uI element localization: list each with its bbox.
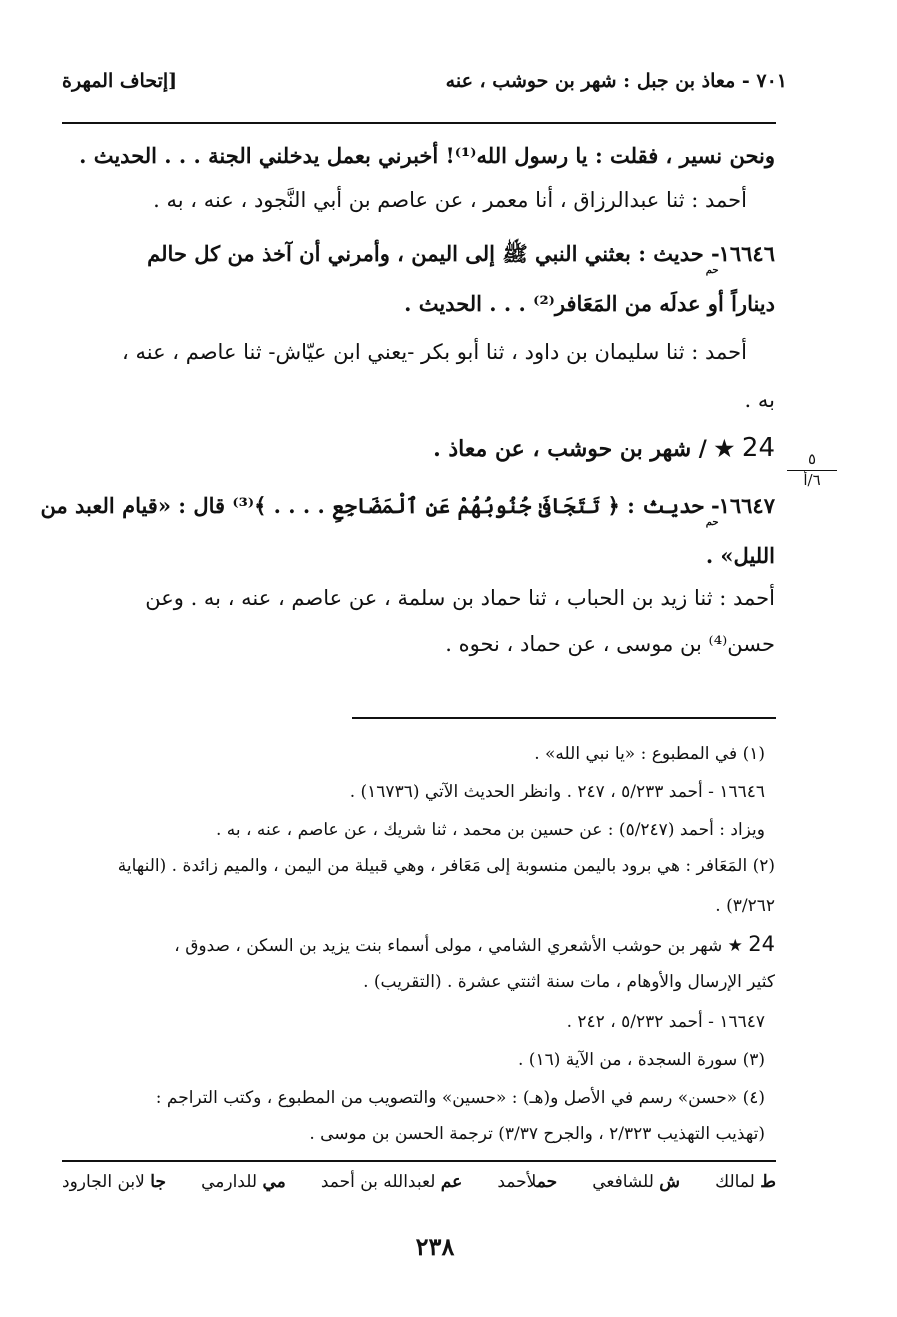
isnad-line: حسن⁽⁴⁾ بن موسى ، عن حماد ، نحوه . [445,632,775,656]
source-mark: حم [705,265,719,276]
hadith-16646-line2: ديناراً أو عدلَه من المَعَافر⁽²⁾ . . . الحديث . [404,291,775,316]
hadith-number: ١٦٦٤٦ [718,241,775,266]
footnote-1-ref: ١٦٦٤٦ - أحمد ٥/٢٣٣ ، ٢٤٧ . وانظر الحديث الآتي (١٦٧٣٦) . [349,782,765,802]
abbrev-item: ش للشافعي [592,1172,681,1192]
footnote-4-line1: (٤) «حسن» رسم في الأصل و(هـ) : «حسين» والتصويب من المطبوع ، وكتب التراجم : [155,1088,765,1108]
hadith-16647-line1: ١٦٦٤٧حم- حديث : ﴿ تَتَجَافَىٰ جُنُوبُهُمْ عَنِ ٱلْمَضَاجِعِ . . . . ﴾⁽³⁾ قال : «قيام العبد من [123,492,775,525]
isnad-line: أحمد : ثنا زيد بن الحباب ، ثنا حماد بن سلمة ، عن عاصم ، عنه ، به . وعن [145,586,775,610]
bio-ref-number: 24 [741,433,775,463]
footnote-3: (٣) سورة السجدة ، من الآية (١٦) . [518,1050,765,1070]
abbrev-item: حملأحمد [497,1172,558,1192]
abbrev-item: عم لعبدالله بن أحمد [320,1172,463,1192]
footnote-2-line2: ٣/٢٦٢) . [715,896,775,916]
isnad-line: أحمد : ثنا سليمان بن داود ، ثنا أبو بكر -يعني ابن عيّاش- ثنا عاصم ، عنه ، [122,340,747,364]
abbreviation-key [62,1172,776,1192]
key-rule [62,1160,776,1162]
bio-ref-number: 24 [748,932,775,956]
source-mark: حم [705,517,719,528]
abbrev-item: ط لمالك [715,1172,776,1192]
isnad-line: أحمد : ثنا عبدالرزاق ، أنا معمر ، عن عاصم بن أبي النَّجود ، عنه ، به . [153,188,747,212]
footnote-1: (١) في المطبوع : «يا نبي الله» . [534,744,765,764]
page-number: ٢٣٨ [415,1232,455,1261]
manuscript-folio-note: ٥ ٦/أ [787,450,837,489]
footnote-2-line1: (٢) المَعَافر : هي برود باليمن منسوبة إلى مَعَافر ، وهي قبيلة من اليمن ، والميم زائدة . (النهاية [117,856,775,876]
star-icon: ★ [727,936,743,956]
header-rule [62,122,776,124]
hadith-16646-line1: ١٦٦٤٦حم- حديث : بعثني النبي ﷺ إلى اليمن ، وأمرني أن آخذ من كل حالم [123,240,775,273]
star-icon: ★ [714,436,735,462]
abbrev-item: مي للدارمي [201,1172,286,1192]
text-line: ونحن نسير ، فقلت : يا رسول الله⁽¹⁾! أخبرني بعمل يدخلني الجنة . . . الحديث . [79,143,775,168]
footnote-4-line2: (تهذيب التهذيب ٢/٣٢٣ ، والجرح ٣/٣٧) ترجمة الحسن بن موسى . [309,1124,765,1144]
footnote-3-ref: ١٦٦٤٧ - أحمد ٥/٢٣٢ ، ٢٤٢ . [566,1012,765,1032]
footnote-rule [352,717,776,719]
chapter-heading: 24 ★ / شهر بن حوشب ، عن معاذ . [433,433,775,463]
footnote-1-addition: ويزاد : أحمد (٥/٢٤٧) : عن حسين بن محمد ، ثنا شريك ، عن عاصم ، عنه ، به . [215,820,765,840]
isnad-line: به . [744,388,775,412]
hadith-number: ١٦٦٤٧ [718,493,775,518]
hadith-16647-line2: الليل» . [705,543,775,568]
running-header-left: [إتحاف المهرة [62,70,178,92]
abbrev-item: جا لابن الجارود [62,1172,166,1192]
footnote-bio-line1: 24 ★ شهر بن حوشب الأشعري الشامي ، مولى أسماء بنت يزيد بن السكن ، صدوق ، [174,932,775,956]
running-header-right: ٧٠١ - معاذ بن جبل : شهر بن حوشب ، عنه [445,70,787,92]
footnote-bio-line2: كثير الإرسال والأوهام ، مات سنة اثنتي عشرة . (التقريب) . [363,972,775,992]
